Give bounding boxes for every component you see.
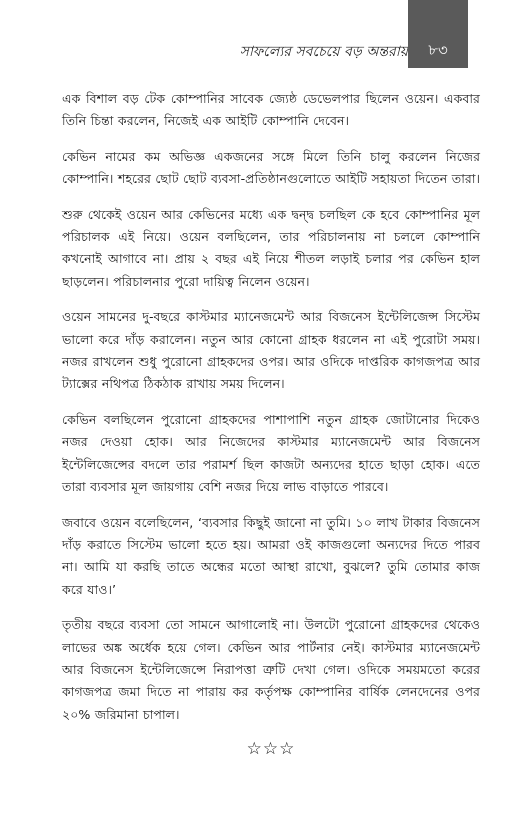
page-number-tab bbox=[408, 0, 468, 68]
paragraph: তৃতীয় বছরে ব্যবসা তো সামনে আগালোই না। উলটো পুরোনো গ্রাহকদের থেকেও লাভের অঙ্ক অর্ধেক হয়ে গেল। কেভিন আর পার্টনার নেই। কাস্টমার ম্যানেজমেন্ট আর বিজনেস ইন্টেলিজেন্সে নিরাপত্তা ত্রুটি দেখা গেল। ওদিকে সময়মতো করের কাগজপত্র জমা দিতে না পারায় কর কর্তৃপক্ষ কোম্পানির বার্ষিক লেনদেনের ওপর ২০% জরিমানা চাপাল। bbox=[62, 617, 480, 722]
running-title: সাফল্যের সবচেয়ে বড় অন্তরায় bbox=[239, 44, 408, 60]
body-text bbox=[62, 88, 480, 759]
paragraph: এক বিশাল বড় টেক কোম্পানির সাবেক জ্যেষ্ঠ ডেভেলপার ছিলেন ওয়েন। একবার তিনি চিন্তা করলেন, নিজেই এক আইটি কোম্পানি দেবেন। bbox=[62, 91, 480, 129]
page-header bbox=[0, 0, 528, 68]
paragraph: জবাবে ওয়েন বলেছিলেন, ‘ব্যবসার কিছুই জানো না তুমি। ১০ লাখ টাকার বিজনেস দাঁড় করাতে সিস্টেম ভালো হতে হয়। আমরা ওই কাজগুলো অন্যদের দিতে পারব না। আমি যা করছি তাতে অন্ধের মতো আস্থা রাখো, বুঝলে? তুমি তোমার কাজ করে যাও।’ bbox=[62, 514, 480, 597]
paragraph: শুরু থেকেই ওয়েন আর কেভিনের মধ্যে এক দ্বন্দ্ব চলছিল কে হবে কোম্পানির মূল পরিচালক এই নিয়ে। ওয়েন বলছিলেন, তার পরিচালনায় না চললে কোম্পানি কখনোই আগাবে না। প্রায় ২ বছর এই নিয়ে শীতল লড়াই চলার পর কেভিন হাল ছাড়লেন। পরিচালনার পুরো দায়িত্ব নিলেন ওয়েন। bbox=[62, 206, 480, 289]
section-break-ornament: ☆☆☆ bbox=[246, 739, 296, 760]
paragraph: কেভিন বলছিলেন পুরোনো গ্রাহকদের পাশাপাশি নতুন গ্রাহক জোটানোর দিকেও নজর দেওয়া হোক। আর নিজেদের কাস্টমার ম্যানেজমেন্ট আর বিজনেস ইন্টেলিজেন্সের বদলে তার পরামর্শ ছিল কাজটা অন্যদের হাতে ছাড়া হোক। এতে তারা ব্যবসার মূল জায়গায় বেশি নজর দিয়ে লাভ বাড়াতে পারবে। bbox=[62, 411, 480, 495]
paragraph: ওয়েন সামনের দু-বছরে কাস্টমার ম্যানেজমেন্ট আর বিজনেস ইন্টেলিজেন্স সিস্টেম ভালো করে দাঁড় করালেন। নতুন আর কোনো গ্রাহক ধরলেন না এই পুরোটা সময়। নজর রাখলেন শুধু পুরোনো গ্রাহকদের ওপর। আর ওদিকে দাপ্তরিক কাগজপত্র আর ট্যাক্সের নথিপত্র ঠিকঠাক রাখায় সময় দিলেন। bbox=[62, 309, 480, 392]
page-number: ৮৩ bbox=[428, 41, 448, 59]
paragraph: কেভিন নামের কম অভিজ্ঞ একজনের সঙ্গে মিলে তিনি চালু করলেন নিজের কোম্পানি। শহরের ছোট ছোট ব্যবসা-প্রতিষ্ঠানগুলোতে আইটি সহায়তা দিতেন তারা। bbox=[62, 148, 480, 187]
